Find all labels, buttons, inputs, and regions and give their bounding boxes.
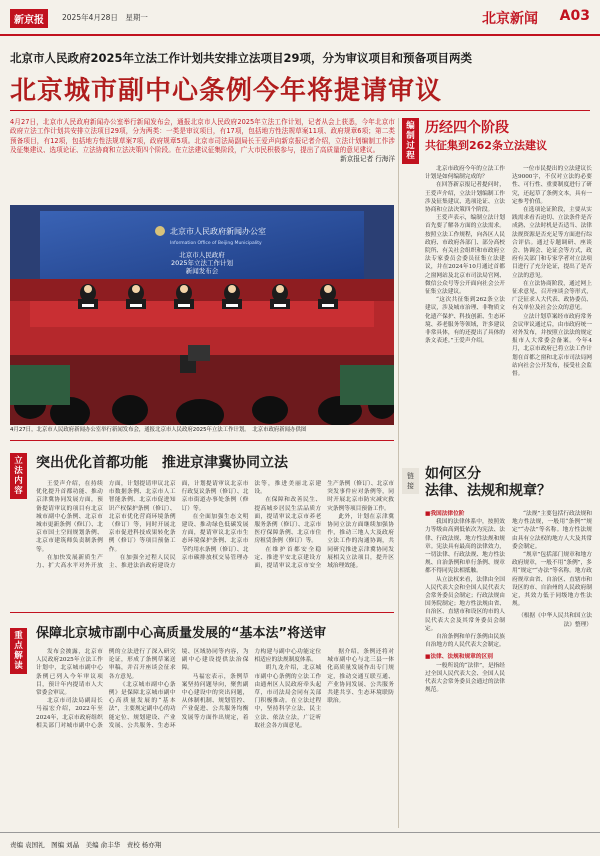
side-headline-line2: 共征集到262条立法建议 bbox=[425, 139, 547, 152]
issue-date: 2025年4月28日 星期一 bbox=[62, 13, 148, 22]
newspaper-logo: 新京报 bbox=[10, 9, 48, 28]
article2-title: 保障北京城市副中心高质量发展的“基本法”将送审 bbox=[36, 626, 327, 641]
tag-link: 链 接 bbox=[402, 468, 419, 494]
tag-compilation-process: 编 制 过 程 bbox=[402, 118, 419, 164]
editor-credits: 责编 袁国礼 图编 刘晶 美编 俞丰华 责校 杨亦翔 bbox=[10, 841, 162, 849]
explainer-section2-title: ■法律、法规和规章的区别 bbox=[425, 654, 493, 661]
explainer-headline bbox=[425, 466, 593, 500]
section-divider-2 bbox=[10, 612, 394, 613]
explainer-source: （根据《中华人民共和国立法法》整理） bbox=[518, 613, 592, 628]
headline-divider bbox=[10, 110, 590, 111]
subheadline: 北京市人民政府2025年立法工作计划共安排立法项目29项，分为审议项目和预备项目两类 bbox=[10, 51, 473, 65]
tag-legislation-content: 立 法 内 容 bbox=[10, 453, 27, 499]
article2-body: 发布会披露，北京市人民政府2025年立法工作计划中，北京城市副中心条例已列入今年审议项目，预计年内提请市人大常委会审议。 北京市司法局副局长马福宏介绍，2022年至2024年，北京市政府组织相关部门对城市副中心条例的立法进行了深入研究论证，形成了条例草案送审稿，并召开座谈会征求各方意见。 《北京城市副中心条例》是保障北京城市副中心高质量发展的“基本法”，主要规定副中心的功能定位、规划建设、产业发展、公共服务、生态环境、区域协同等内容，为副中心建设提供法治保障。 马福宏表示，条例草案坚持问题导向，聚焦副中心建设中的突出问题，从体制机制、规划管控、产业促进、公共服务均衡发展等方面作出规定，着力构建与副中心功能定位相适应的法规制度体系。 胡九龙介绍，北京城市副中心条例的立法工作由通州区人民政府牵头起草，市司法局会同有关部门积极推动。在立法过程中，坚持科学立法、民主立法、依法立法，广泛听取社会各方面意见。 据介绍，条例还将对城市副中心与北三县一体化高质量发展作出专门规定，推动交通互联互通、产业协同发展、公共服务共建共享、生态环境联防联治。 bbox=[36, 649, 394, 729]
explainer-headline-line1: 如何区分 bbox=[425, 466, 481, 482]
side-article-headline bbox=[425, 120, 593, 154]
section-name: 北京新闻 bbox=[482, 11, 538, 27]
screen-office-name-en: Information Office of Beijing Municipality bbox=[170, 241, 262, 246]
screen-office-name: 北京市人民政府新闻办公室 bbox=[170, 227, 266, 236]
explainer-column-1: ■我国法律位阶 我国的法律体系中，按照效力等级由高到低依次为宪法、法律、行政法规、地方性法规和规章。宪法具有最高的法律效力，一切法律、行政法规、地方性法规、自治条例和单行条例、规章都不得同宪法相抵触。 从立法权来看，法律由全国人民代表大会和全国人民代表大会常务委员会制定；行政法规由国务院制定；地方性法规由省、自治区、直辖市和设区的市的人民代表大会及其常务委员会制定。 自治条例和单行条例由民族自治地方的人民代表大会制定。 ■法律、法规和规章的区别 一般所说的“法律”，是指经过全国人民代表大会、全国人民代表大会常务委员会通过的法律规范。 bbox=[425, 511, 505, 694]
article1-title: 突出优化首都功能 推进京津冀协同立法 bbox=[36, 455, 288, 471]
side-headline-line1: 历经四个阶段 bbox=[425, 120, 509, 136]
page-number: A03 bbox=[559, 8, 590, 24]
press-conference-photo bbox=[10, 205, 394, 425]
byline: 新京报记者 行海洋 bbox=[340, 155, 395, 164]
article1-body: 王爱声介绍，在持续优化提升首都功能、推动京津冀协同发展方面，预备提请审议的项目有北京城市副中心条例、北京市城市更新条例（修订）、北京市国土空间规划条例、北京市建筑师负责制条例等。 在加快发展新质生产力、扩大高水平对外开放方面，计划提请审议北京市数据条例、北京市人工智能条例、北京市促进知识产权保护条例（修订）、北京市优化营商环境条例（修订）等，同时开展北京市促进科技成果转化条例（修订）等项目预备工作。 在加强全过程人民民主、推进法治政府建设方面，计划提请审议北京市行政复议条例（修订）、北京市街道办事处条例（修订）等。 在全面加强生态文明建设、推动绿色低碳发展方面，提请审议北京市生态环境保护条例、北京市节约用水条例（修订）、北京市碳排放权交易管理办法等，推进美丽北京建设。 在保障和改善民生、提高城乡居民生活品质方面，提请审议北京市养老服务条例（修订）、北京市医疗保障条例、北京市住房租赁条例（修订）等。 在维护首都安全稳定、推进平安北京建设方面，提请审议北京市安全生产条例（修订）、北京市突发事件应对条例等，同时开展北京市防灾减灾救灾条例等项目预备工作。 此外，计划在京津冀协同立法方面继续加强协作，推动三地人大及政府立法工作的沟通协调，共同研究推进京津冀协同发展相关立法项目，提升区域治理效能。 bbox=[36, 481, 394, 570]
screen-event-title: 北京市人民政府 2025年立法工作计划新闻发布会 bbox=[170, 251, 234, 275]
side-article-column-2: 一位市民提出的立法建议长达9000字，不仅对立法的必要性、可行性、重要制度进行了研究，还起草了条例文本，具有一定参考价值。 在选项论证阶段，主要从实践需求看否迫切、立法条件是否成熟、立法时机是否适当、法律法规资源是否充足等方面进行综合评估。通过专题调研、座谈会、协调会、论证会等方式，政府有关部门和专家学者对立法项目进行了充分论证，提出了是否立法的意见。 在立法协商阶段，通过网上征求意见、召开座谈会等形式，广泛征求人大代表、政协委员、有关单位及社会公众的意见。 立法计划草案经市政府常务会议审议通过后，由市政府统一对外发布，并按照立法法的规定报市人大常委会备案。今年4月，北京市政府已将立法工作计划在首都之窗和北京市司法局网站向社会公开发布，接受社会监督。 bbox=[512, 166, 592, 378]
masthead bbox=[0, 0, 600, 36]
lead-text: 4月27日，北京市人民政府新闻办公室举行新闻发布会，通报北京市人民政府2025年立法工作计划，记者从会上获悉，今年北京市政府立法工作计划共安排立法项目29项，分为两类：一类是审议项目，有17项，包括地方性法规草案11项、政府规章6项；第二类预备项目，有12项，包括地方性法规草案7项，政府规章5项。北京市司法局副局长王爱声向新京报记者介绍，立法计划编制工作涉及征集建议、选项论证、立法协商和立法决策四个阶段。在立法建议征集阶段，广大市民积极参与，提出了高质量的意见建议。 bbox=[10, 118, 395, 154]
lead-paragraph bbox=[10, 118, 395, 164]
explainer-column-2: “法规”主要包括行政法规和地方性法规，一般用“条例”“规定”“办法”等名称。地方性法规由具有立法权的地方人大及其常委会制定。 “规章”包括部门规章和地方政府规章，一般不用“条例”，多用“规定”“办法”等名称。地方政府规章由省、自治区、直辖市和设区的市、自治州的人民政府制定，其效力低于同级地方性法规。 （根据《中华人民共和国立法法》整理） bbox=[512, 511, 592, 628]
photo-caption: 4月27日，北京市人民政府新闻办公室举行新闻发布会，通报北京市人民政府2025年立法工作计划。 北京市政府新闻办供图 bbox=[10, 427, 307, 433]
explainer-section1-title: ■我国法律位阶 bbox=[425, 511, 465, 517]
column-divider bbox=[398, 118, 399, 828]
section-divider bbox=[10, 440, 394, 441]
main-headline: 北京城市副中心条例今年将提请审议 bbox=[10, 76, 443, 106]
side-article-column-1: 北京市政府今年的立法工作计划是如何编制完成的？ 在回答新京报记者提问时，王爱声介绍，立法计划编制工作涉及征集建议、选项论证、立法协商和立法决策四个阶段。 王爱声表示，编制立法计划首先要了解各方面的立法需求。按照立法工作规程，向各区人民政府、市政府各部门、部分高校院所、有关社会组织和市政府立法专家委员会委员征集立法建议，并在2024年10月通过首都之窗网站及北京市司法局官网、微信公众号等公开面向社会公开征集立法建议。 “这次共征集到262条立法建议，涉及城市治理、非物质文化遗产保护、科技创新、生态环境、养老服务等领域，许多建议非常具体，有的还提出了具体的条文表述。”王爱声介绍。 bbox=[425, 166, 505, 345]
explainer-headline-line2: 法律、法规和规章？ bbox=[425, 483, 551, 499]
tag-key-interpretation: 重 点 解 读 bbox=[10, 628, 27, 674]
page-footer bbox=[0, 832, 600, 856]
photo-illustration bbox=[10, 205, 394, 425]
